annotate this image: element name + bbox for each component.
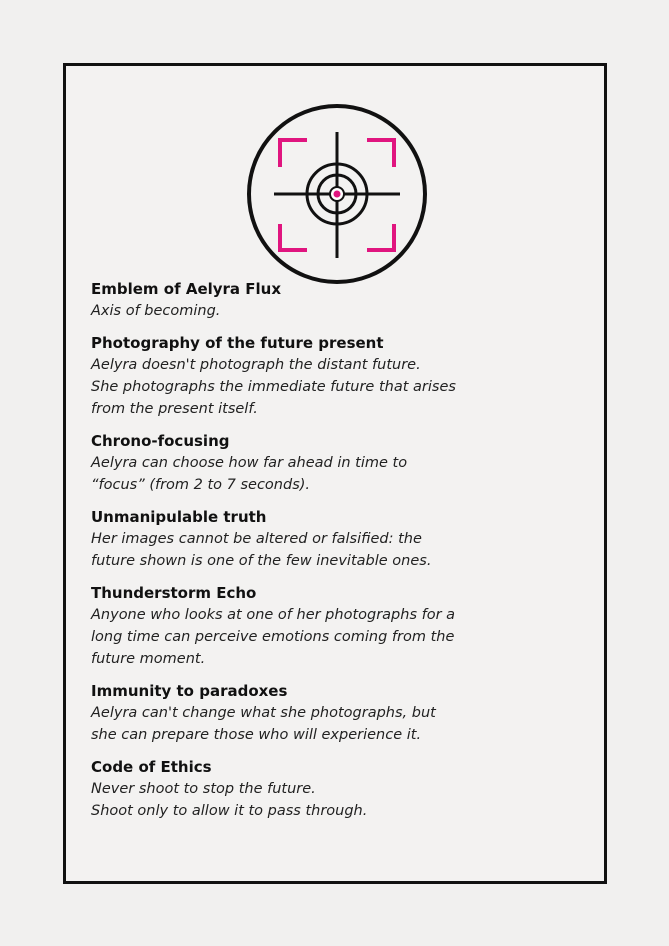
section <box>91 756 551 822</box>
section-text-line: future shown is one of the few inevitable ones. <box>91 553 432 569</box>
section-text-line: Axis of becoming. <box>91 303 221 319</box>
section-title: Code of Ethics <box>91 758 212 776</box>
bracket-top-right <box>367 140 394 167</box>
section-text-line: Aelyra can choose how far ahead in time to <box>91 455 408 471</box>
section <box>91 680 551 746</box>
emblem-center-dot <box>334 191 341 198</box>
section <box>91 582 551 670</box>
section-text-line: future moment. <box>91 651 206 667</box>
section-text-line: Anyone who looks at one of her photographs for a <box>91 607 456 623</box>
section-text-line: Never shoot to stop the future. <box>91 781 316 797</box>
bracket-top-left <box>280 140 307 167</box>
section <box>91 506 551 572</box>
section-title: Unmanipulable truth <box>91 508 267 526</box>
section-text-line: She photographs the immediate future that arises <box>91 379 456 395</box>
section-text-line: “focus” (from 2 to 7 seconds). <box>91 477 311 493</box>
bracket-bottom-left <box>280 224 307 250</box>
section-text-line: Shoot only to allow it to pass through. <box>91 803 368 819</box>
bracket-bottom-right <box>367 224 394 250</box>
section <box>91 430 551 496</box>
section-text-line: Her images cannot be altered or falsified: the <box>91 531 422 547</box>
section-text-line: from the present itself. <box>91 401 258 417</box>
section-title: Emblem of Aelyra Flux <box>91 280 282 298</box>
section-title: Chrono-focusing <box>91 432 230 450</box>
section <box>91 332 551 420</box>
section <box>91 278 551 322</box>
crosshair-emblem-icon <box>246 103 428 285</box>
section-title: Immunity to paradoxes <box>91 682 288 700</box>
section-text-line: she can prepare those who will experience it. <box>91 727 422 743</box>
section-text-line: Aelyra doesn't photograph the distant future. <box>91 357 421 373</box>
section-text-line: long time can perceive emotions coming from the <box>91 629 455 645</box>
section-title: Photography of the future present <box>91 334 384 352</box>
section-text-line: Aelyra can't change what she photographs, but <box>91 705 436 721</box>
section-title: Thunderstorm Echo <box>91 584 257 602</box>
document-body <box>91 278 551 832</box>
document-card <box>63 63 607 884</box>
